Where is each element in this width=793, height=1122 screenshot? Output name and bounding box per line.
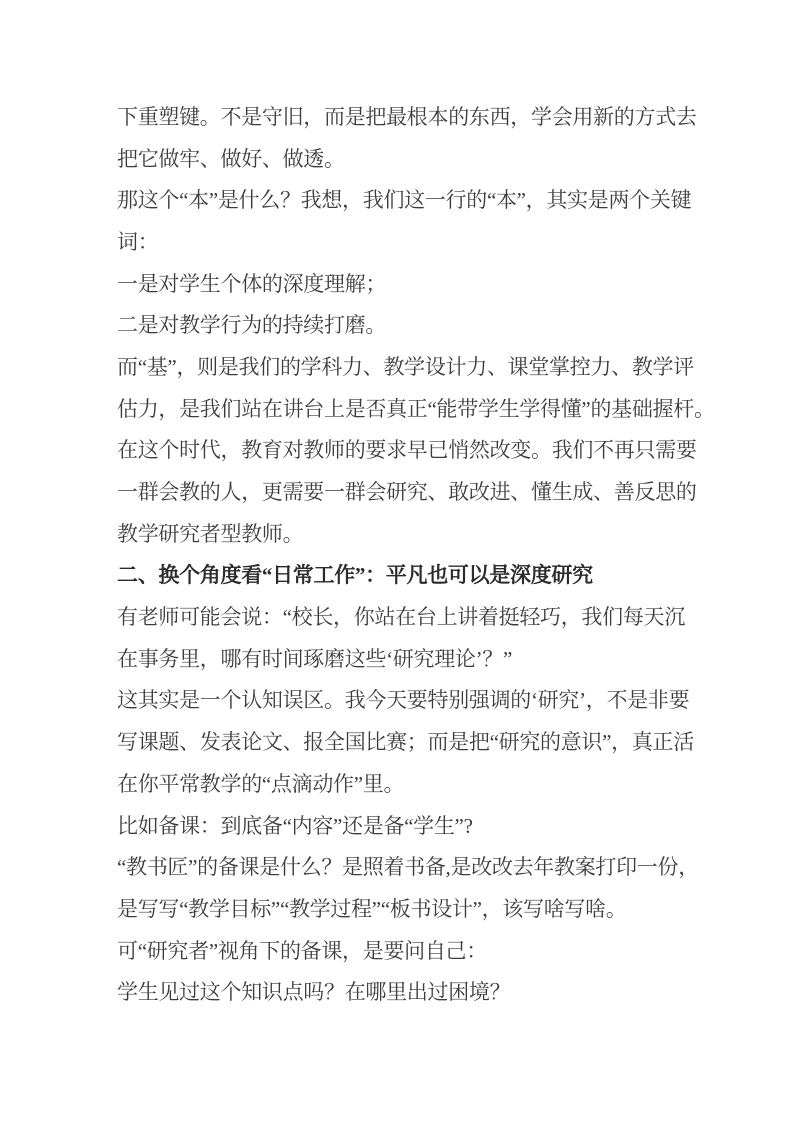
paragraph xyxy=(117,303,683,345)
text-line: 估力，是我们站在讲台上是否真正“能带学生学得懂”的基础握杆。 xyxy=(117,396,715,421)
text-line: 在这个时代，教育对教师的要求早已悄然改变。我们不再只需要 xyxy=(117,438,697,463)
text-line: 在事务里，哪有时间琢磨这些‘研究理论’？” xyxy=(117,646,513,671)
paragraph xyxy=(117,345,715,428)
text-line: 一群会教的人，更需要一群会研究、敢改进、懂生成、善反思的 xyxy=(117,480,697,505)
text-line: 二是对教学行为的持续打磨。 xyxy=(117,313,387,338)
text-line: “教书匠”的备课是什么？是照着书备,是改改去年教案打印一份， xyxy=(117,855,699,880)
paragraph xyxy=(117,595,683,678)
paragraph xyxy=(117,178,692,261)
paragraph xyxy=(117,262,683,304)
text-line: 可“研究者”视角下的备课，是要问自己： xyxy=(117,938,487,963)
paragraph xyxy=(117,429,697,554)
paragraph xyxy=(117,804,683,846)
text-line: 一是对学生个体的深度理解； xyxy=(117,271,387,296)
text-line: 在你平常教学的“点滴动作”里。 xyxy=(117,771,405,796)
text-line: 学生见过这个知识点吗？在哪里出过困境？ xyxy=(117,980,511,1005)
paragraph xyxy=(117,929,683,971)
text-line: 写课题、发表论文、报全国比赛；而是把“研究的意识”，真正活 xyxy=(117,730,694,755)
paragraph xyxy=(117,970,683,1012)
text-line: 那这个“本”是什么？我想，我们这一行的“本”，其实是两个关键 xyxy=(117,188,692,213)
paragraph xyxy=(117,95,697,178)
text-line: 词： xyxy=(117,229,159,254)
text-line: 教学研究者型教师。 xyxy=(117,521,304,546)
text-line: 比如备课：到底备“内容”还是备“学生”? xyxy=(117,813,473,838)
text-line: 是写写“教学目标”“教学过程”“板书设计”，该写啥写啥。 xyxy=(117,896,627,921)
heading-line: 二、换个角度看“日常工作”：平凡也可以是深度研究 xyxy=(117,563,593,588)
document-text-content xyxy=(117,95,715,1012)
text-line: 下重塑键。不是守旧，而是把最根本的东西，学会用新的方式去 xyxy=(117,104,697,129)
text-line: 这其实是一个认知误区。我今天要特别强调的‘研究’，不是非要 xyxy=(117,688,690,713)
paragraph xyxy=(117,845,699,928)
text-line: 而“基”，则是我们的学科力、教学设计力、课堂掌控力、教学评 xyxy=(117,354,694,379)
text-line: 有老师可能会说：“校长，你站在台上讲着挺轻巧，我们每天沉 xyxy=(117,605,685,630)
section-heading xyxy=(117,554,683,596)
paragraph xyxy=(117,679,694,804)
text-line: 把它做牢、做好、做透。 xyxy=(117,146,345,171)
